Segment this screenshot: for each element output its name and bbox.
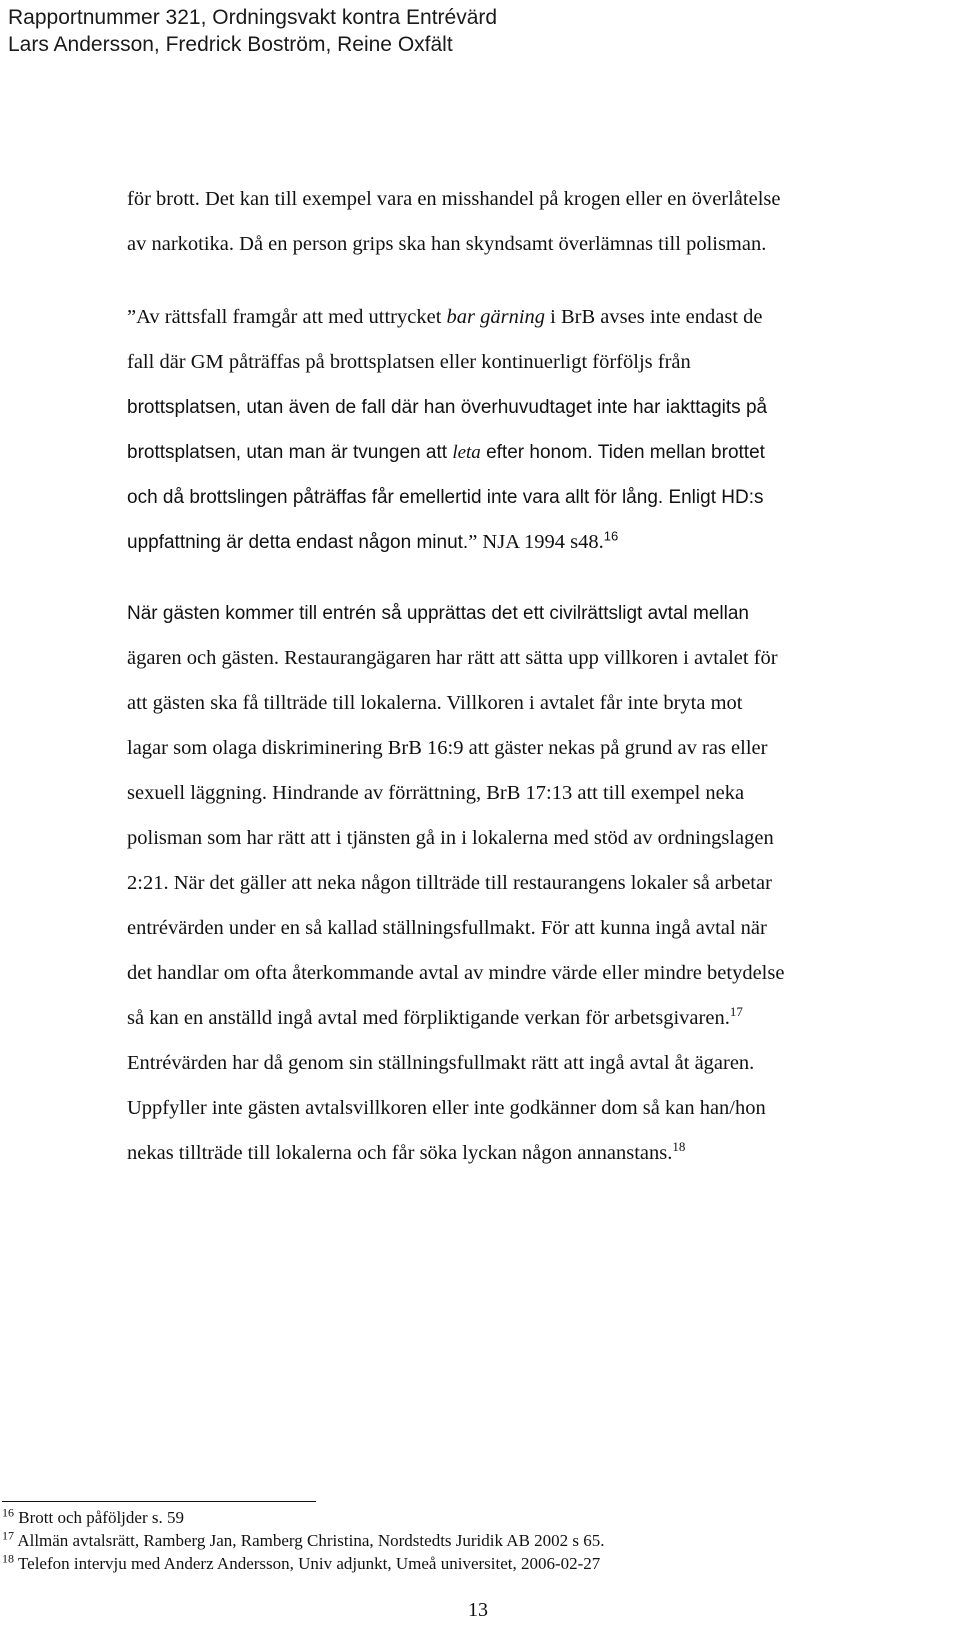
footnote-divider xyxy=(2,1501,316,1502)
footnote xyxy=(2,1506,605,1529)
footnote-text: Brott och påföljder s. 59 xyxy=(18,1508,184,1527)
text-line xyxy=(127,1131,957,1176)
text-line: Entrévärden har då genom sin ställningsfullmakt rätt att ingå avtal åt ägaren. xyxy=(127,1052,755,1074)
paragraph-continuation xyxy=(127,177,957,267)
text-line: för brott. Det kan till exempel vara en misshandel på krogen eller en överlåtelse xyxy=(127,188,781,210)
report-title: Rapportnummer 321, Ordningsvakt kontra Entrévärd xyxy=(8,6,498,29)
text-line xyxy=(127,520,957,565)
footnotes xyxy=(2,1506,605,1575)
report-authors: Lars Andersson, Fredrick Boström, Reine Oxfält xyxy=(8,33,453,56)
text-line: och då brottslingen påträffas får emellertid inte vara allt för lång. Enligt HD:s xyxy=(127,487,764,508)
paragraph-main xyxy=(127,591,957,1176)
text-line: av narkotika. Då en person grips ska han skyndsamt överlämnas till polisman. xyxy=(127,233,767,255)
text-line xyxy=(127,996,957,1041)
text-line: entrévärden under en så kallad ställningsfullmakt. För att kunna ingå avtal när xyxy=(127,917,767,939)
quote-text: brottsplatsen, utan man är tvungen att xyxy=(127,442,453,463)
text-line: brottsplatsen, utan även de fall där han överhuvudtaget inte har iakttagits på xyxy=(127,397,768,418)
quote-text: efter honom. Tiden mellan brottet xyxy=(480,442,765,463)
text-line: polisman som har rätt att i tjänsten gå in i lokalerna med stöd av ordningslagen xyxy=(127,827,774,849)
text-line: ägaren och gästen. Restaurangägaren har rätt att sätta upp villkoren i avtalet för xyxy=(127,647,778,669)
footnote-ref: 16 xyxy=(603,528,619,544)
citation: ” NJA 1994 s48. xyxy=(468,531,604,553)
footnote-text: Allmän avtalsrätt, Ramberg Jan, Ramberg Christina, Nordstedts Juridik AB 2002 s 65. xyxy=(17,1531,605,1550)
italic-term: leta xyxy=(452,442,481,463)
text-line xyxy=(127,430,957,475)
line-text: så kan en anställd ingå avtal med förpliktigande verkan för arbetsgivaren. xyxy=(127,1007,730,1029)
quote-paragraph xyxy=(127,295,957,565)
footnote-number: 17 xyxy=(2,1528,14,1543)
quote-text: uppfattning är detta endast någon minut. xyxy=(127,532,469,553)
footnote-ref: 18 xyxy=(672,1139,686,1155)
text-line: det handlar om ofta återkommande avtal av mindre värde eller mindre betydelse xyxy=(127,962,785,984)
running-header xyxy=(8,4,497,58)
text-line: lagar som olaga diskriminering BrB 16:9 att gäster nekas på grund av ras eller xyxy=(127,737,768,759)
text-line: fall där GM påträffas på brottsplatsen eller kontinuerligt förföljs från xyxy=(127,351,691,373)
page-number: 13 xyxy=(468,1599,488,1621)
quote-text: ”Av rättsfall framgår att med uttrycket xyxy=(127,306,447,328)
text-line: När gästen kommer till entrén så upprättas det ett civilrättsligt avtal mellan xyxy=(127,603,749,624)
text-line: att gästen ska få tillträde till lokalerna. Villkoren i avtalet får inte bryta mot xyxy=(127,692,743,714)
text-line: 2:21. När det gäller att neka någon tillträde till restaurangens lokaler så arbetar xyxy=(127,872,772,894)
footnote-ref: 17 xyxy=(729,1004,743,1020)
text-line xyxy=(127,295,957,340)
text-line: Uppfyller inte gästen avtalsvillkoren eller inte godkänner dom så kan han/hon xyxy=(127,1097,766,1119)
footnote-number: 18 xyxy=(2,1551,14,1566)
footnote xyxy=(2,1529,605,1552)
quote-text: i BrB avses inte endast de xyxy=(545,306,763,328)
footnote-text: Telefon intervju med Anderz Andersson, Univ adjunkt, Umeå universitet, 2006-02-27 xyxy=(17,1554,601,1573)
text-line: sexuell läggning. Hindrande av förrättning, BrB 17:13 att till exempel neka xyxy=(127,782,745,804)
italic-term: bar gärning xyxy=(446,306,546,328)
footnote-number: 16 xyxy=(2,1505,14,1520)
footnote xyxy=(2,1552,605,1575)
line-text: nekas tillträde till lokalerna och får söka lyckan någon annanstans. xyxy=(127,1142,673,1164)
